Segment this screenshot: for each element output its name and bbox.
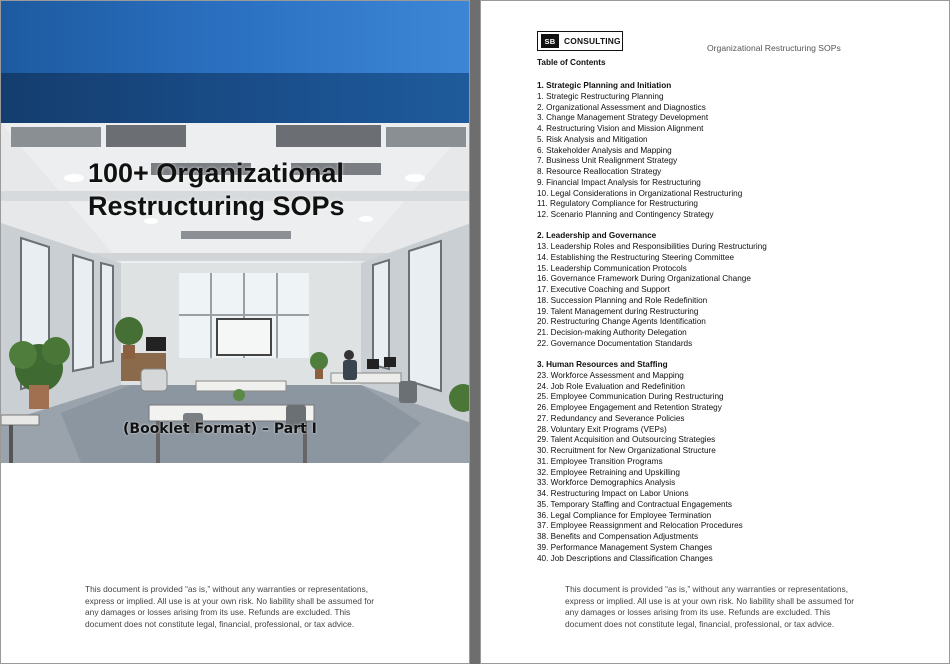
toc-entry[interactable]: 35. Temporary Staffing and Contractual Engagements xyxy=(537,499,732,509)
toc-entry[interactable]: 5. Risk Analysis and Mitigation xyxy=(537,134,648,144)
toc-entry[interactable]: 39. Performance Management System Changes xyxy=(537,542,713,552)
toc-entry[interactable]: 9. Financial Impact Analysis for Restructuring xyxy=(537,177,701,187)
toc-entry[interactable]: 25. Employee Communication During Restructuring xyxy=(537,392,724,402)
toc-entry[interactable]: 34. Restructuring Impact on Labor Unions xyxy=(537,489,689,499)
toc-entry[interactable]: 15. Leadership Communication Protocols xyxy=(537,263,687,273)
cover-header-band-dark xyxy=(1,73,470,123)
toc-section-title: 3. Human Resources and Staffing xyxy=(537,360,668,370)
toc-entry[interactable]: 18. Succession Planning and Role Redefinition xyxy=(537,295,708,305)
table-of-contents xyxy=(537,81,937,575)
toc-entry[interactable]: 27. Redundancy and Severance Policies xyxy=(537,413,685,423)
toc-section xyxy=(537,231,937,349)
toc-entry[interactable]: 2. Organizational Assessment and Diagnostics xyxy=(537,102,706,112)
cover-subtitle: (Booklet Format) – Part I xyxy=(123,421,317,437)
toc-entry[interactable]: 14. Establishing the Restructuring Steering Committee xyxy=(537,252,735,262)
toc-entry[interactable]: 19. Talent Management during Restructuring xyxy=(537,306,699,316)
toc-section-title: 2. Leadership and Governance xyxy=(537,231,657,241)
running-header: Organizational Restructuring SOPs xyxy=(707,43,841,53)
toc-entry[interactable]: 16. Governance Framework During Organizational Change xyxy=(537,274,751,284)
toc-entry[interactable]: 23. Workforce Assessment and Mapping xyxy=(537,370,684,380)
toc-entry[interactable]: 3. Change Management Strategy Development xyxy=(537,113,709,123)
toc-section xyxy=(537,360,937,564)
toc-entry[interactable]: 37. Employee Reassignment and Relocation Procedures xyxy=(537,521,743,531)
toc-section xyxy=(537,81,937,221)
toc-entry[interactable]: 10. Legal Considerations in Organizational Restructuring xyxy=(537,188,743,198)
toc-entry[interactable]: 11. Regulatory Compliance for Restructuring xyxy=(537,199,698,209)
toc-entry[interactable]: 4. Restructuring Vision and Mission Alignment xyxy=(537,124,704,133)
toc-entry[interactable]: 6. Stakeholder Analysis and Mapping xyxy=(537,145,672,155)
toc-entry[interactable]: 22. Governance Documentation Standards xyxy=(537,338,693,348)
toc-entry[interactable]: 40. Job Descriptions and Classification Changes xyxy=(537,553,713,563)
cover-header-band xyxy=(1,1,470,73)
toc-entry[interactable]: 38. Benefits and Compensation Adjustments xyxy=(537,532,699,542)
toc-page xyxy=(480,0,950,664)
toc-entry[interactable]: 13. Leadership Roles and Responsibilities During Restructuring xyxy=(537,242,767,252)
toc-entry[interactable]: 20. Restructuring Change Agents Identification xyxy=(537,317,706,327)
toc-entry[interactable]: 12. Scenario Planning and Contingency Strategy xyxy=(537,210,714,219)
sb-consulting-logo xyxy=(537,31,623,51)
toc-entry[interactable]: 31. Employee Transition Programs xyxy=(537,456,663,466)
toc-entry[interactable]: 29. Talent Acquisition and Outsourcing Strategies xyxy=(537,435,716,445)
toc-entry[interactable]: 21. Decision-making Authority Delegation xyxy=(537,328,687,338)
toc-entry[interactable]: 36. Legal Compliance for Employee Termination xyxy=(537,510,712,520)
toc-heading: Table of Contents xyxy=(537,58,606,67)
toc-entry[interactable]: 1. Strategic Restructuring Planning xyxy=(537,91,664,101)
toc-entry[interactable]: 32. Employee Retraining and Upskilling xyxy=(537,467,680,477)
toc-entry[interactable]: 28. Voluntary Exit Programs (VEPs) xyxy=(537,424,667,434)
logo-mark: SB xyxy=(541,34,559,48)
toc-entry[interactable]: 33. Workforce Demographics Analysis xyxy=(537,478,676,488)
toc-entry[interactable]: 30. Recruitment for New Organizational Structure xyxy=(537,446,716,456)
cover-page xyxy=(0,0,470,664)
toc-entry[interactable]: 8. Resource Reallocation Strategy xyxy=(537,167,662,176)
cover-title-line1: 100+ Organizational xyxy=(88,158,344,188)
toc-entry[interactable]: 24. Job Role Evaluation and Redefinition xyxy=(537,381,685,391)
logo-text: CONSULTING xyxy=(564,36,621,46)
toc-entry[interactable]: 7. Business Unit Realignment Strategy xyxy=(537,156,678,166)
toc-section-title: 1. Strategic Planning and Initiation xyxy=(537,81,672,90)
cover-title-line2: Restructuring SOPs xyxy=(88,191,345,221)
toc-entry[interactable]: 26. Employee Engagement and Retention Strategy xyxy=(537,403,722,413)
cover-title xyxy=(88,157,448,223)
toc-disclaimer: This document is provided “as is,” without any warranties or representations, express or implied. All use is at your own risk. No liability shall be assumed for any damages or losses arising from its use. Refunds are excluded. This document does not constitute legal, financial, professional, or tax advice. xyxy=(565,584,855,629)
toc-entry[interactable]: 17. Executive Coaching and Support xyxy=(537,285,670,295)
cover-disclaimer: This document is provided “as is,” without any warranties or representations, express or implied. All use is at your own risk. No liability shall be assumed for any damages or losses arising from its use. Refunds are excluded. This document does not constitute legal, financial, professional, or tax advice. xyxy=(85,584,375,629)
